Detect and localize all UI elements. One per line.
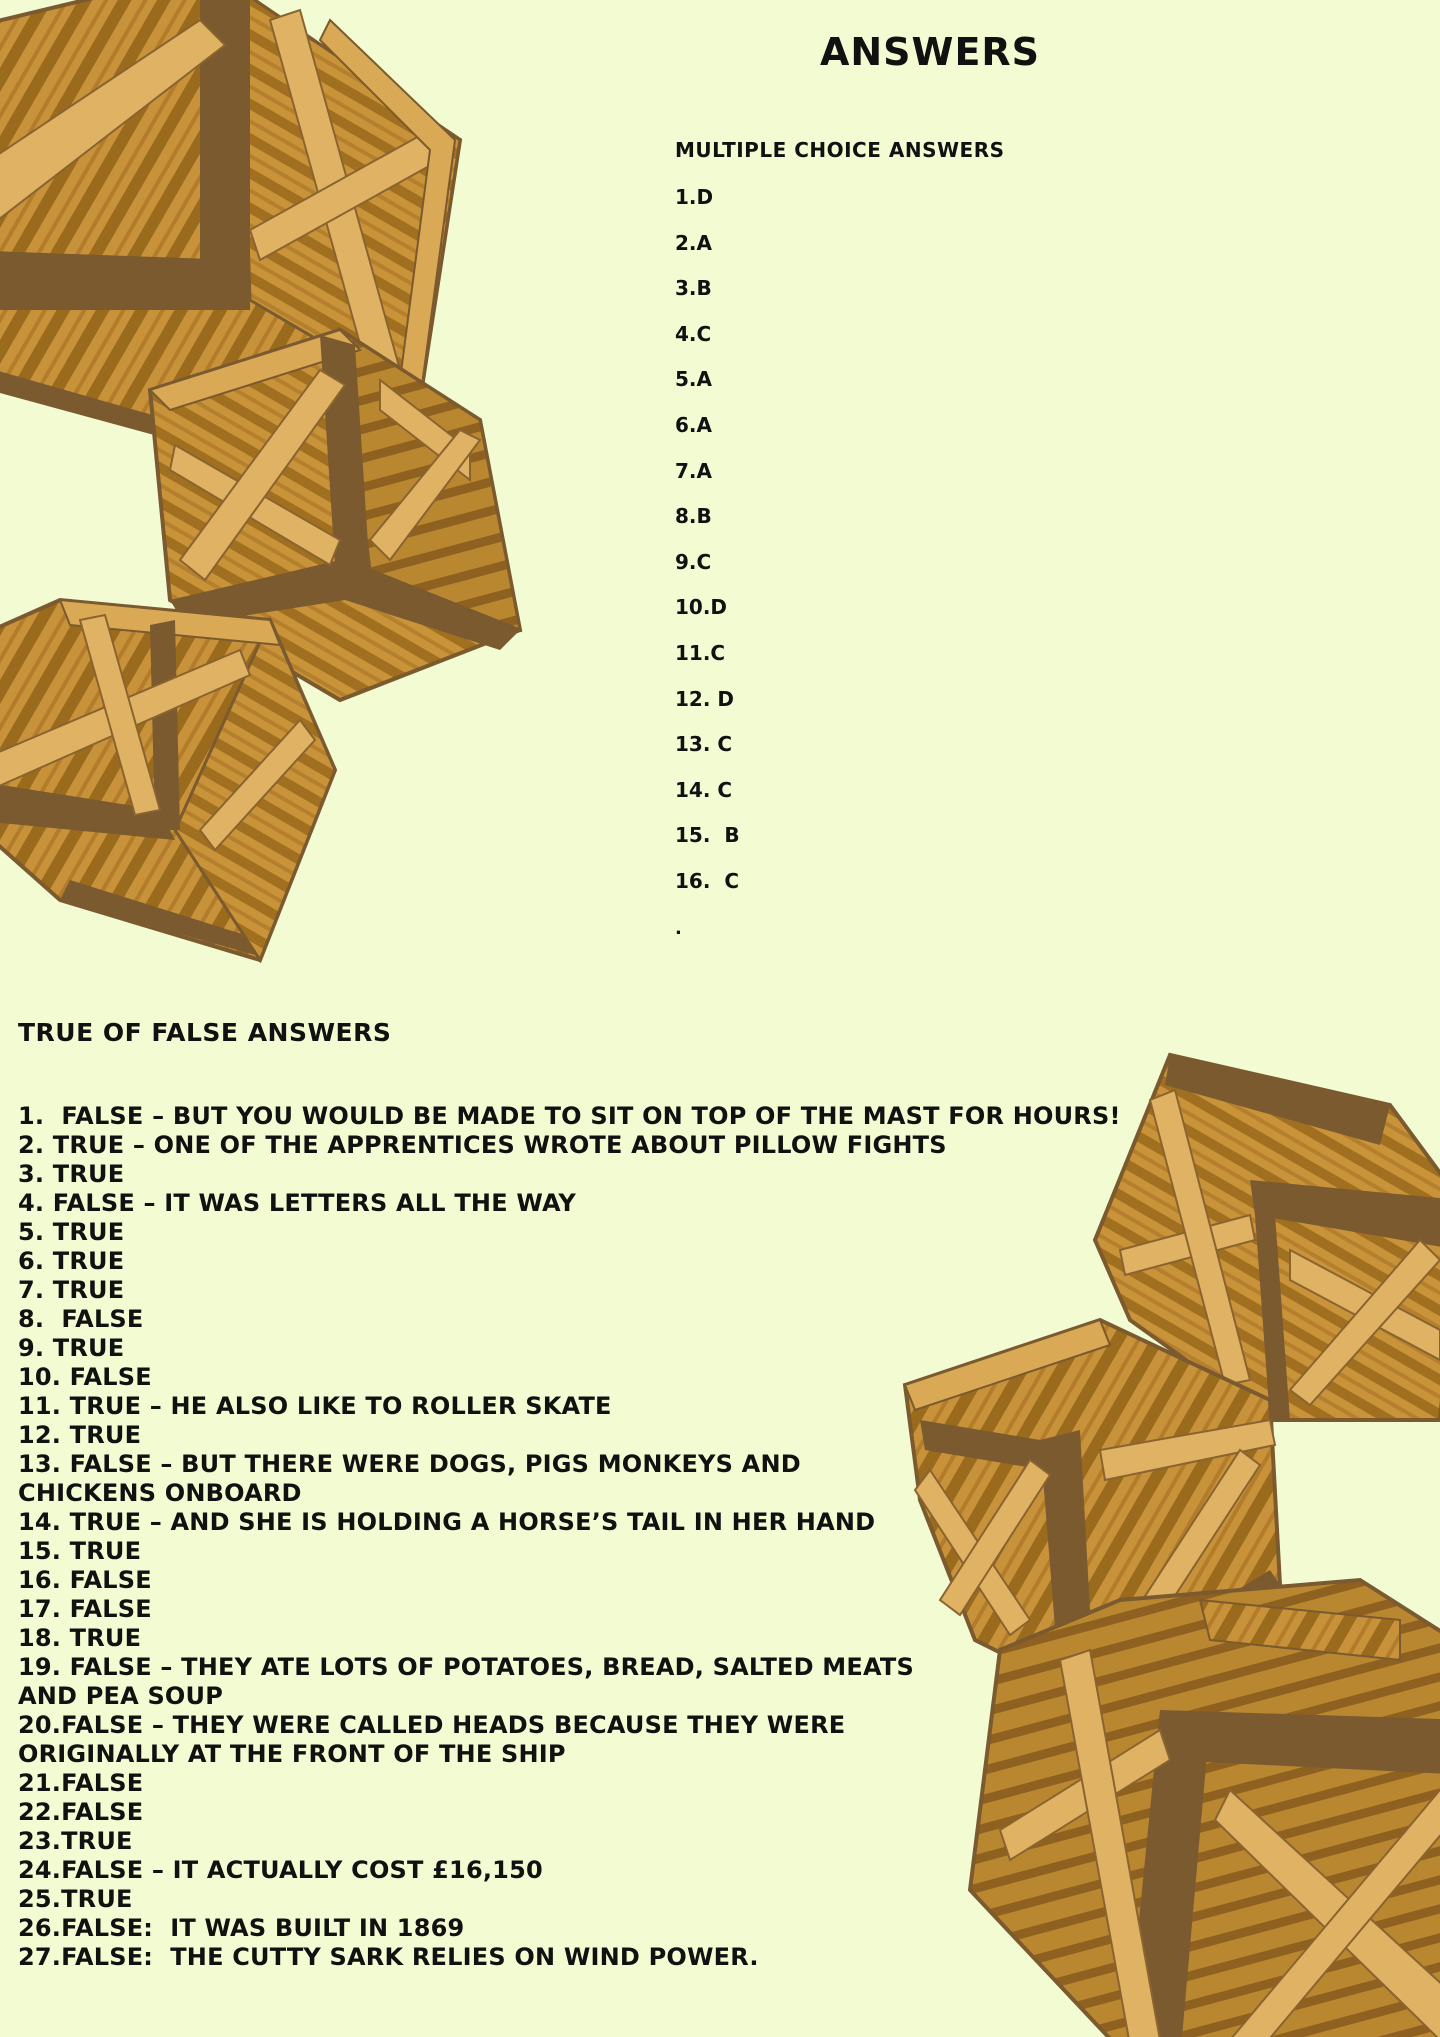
tf-answer-line: 11. TRUE – HE ALSO LIKE TO ROLLER SKATE (18, 1392, 612, 1420)
tf-answer-line: 17. FALSE (18, 1595, 152, 1623)
crate-lower-left (0, 600, 335, 960)
multiple-choice-answer-list (675, 183, 740, 913)
mc-answer: 2.A (675, 230, 712, 255)
tf-answer-line: 12. TRUE (18, 1421, 142, 1449)
true-false-answer-list (18, 1102, 1158, 1972)
tf-answer-line: 27.FALSE: THE CUTTY SARK RELIES ON WIND POWER. (18, 1943, 759, 1971)
tf-answer-line: 7. TRUE (18, 1276, 125, 1304)
mc-answer: 1.D (675, 185, 714, 209)
mc-answer: 5.A (675, 367, 712, 392)
tf-answer-line: 25.TRUE (18, 1885, 133, 1913)
mc-answer: 3.B (675, 276, 712, 301)
tf-answer-line: 13. FALSE – BUT THERE WERE DOGS, PIGS MONKEYS AND (18, 1450, 801, 1478)
tf-answer-line: CHICKENS ONBOARD (18, 1479, 302, 1507)
mc-answer: 10.D (675, 595, 728, 620)
tf-answer-line: 21.FALSE (18, 1769, 144, 1797)
tf-answer-line: 19. FALSE – THEY ATE LOTS OF POTATOES, BREAD, SALTED MEATS (18, 1653, 914, 1681)
mc-answer: 9.C (675, 549, 712, 574)
tf-answer-line: 3. TRUE (18, 1160, 125, 1188)
mc-answer: 7.A (675, 458, 712, 483)
trailing-mark: . (675, 918, 682, 939)
tf-answer-line: 4. FALSE – IT WAS LETTERS ALL THE WAY (18, 1189, 577, 1217)
mc-answer: 15. B (675, 823, 740, 848)
tf-answer-line: AND PEA SOUP (18, 1682, 224, 1710)
mc-answer: 12. D (675, 686, 734, 711)
page-title: ANSWERS (819, 30, 1041, 74)
tf-answer-line: 20.FALSE – THEY WERE CALLED HEADS BECAUSE THEY WERE (18, 1711, 846, 1739)
tf-answer-line: 24.FALSE – IT ACTUALLY COST £16,150 (18, 1856, 543, 1884)
tf-answer-line: 9. TRUE (18, 1334, 125, 1362)
mc-answer: 13. C (675, 732, 733, 757)
mc-answer: 11.C (675, 640, 726, 665)
mc-answer: 4.C (675, 321, 712, 346)
tf-answer-line: 6. TRUE (18, 1247, 125, 1275)
tf-answer-line: 26.FALSE: IT WAS BUILT IN 1869 (18, 1914, 465, 1942)
multiple-choice-heading: MULTIPLE CHOICE ANSWERS (675, 138, 1005, 162)
tf-answer-line: 8. FALSE (18, 1305, 144, 1333)
tf-answer-line: 23.TRUE (18, 1827, 133, 1855)
tf-answer-line: 15. TRUE (18, 1537, 142, 1565)
tf-answer-line: 1. FALSE – BUT YOU WOULD BE MADE TO SIT ON TOP OF THE MAST FOR HOURS! (18, 1102, 1121, 1130)
tf-answer-line: 18. TRUE (18, 1624, 142, 1652)
mc-answer: 14. C (675, 777, 733, 802)
mc-answer: 6.A (675, 412, 712, 437)
tf-answer-line: 22.FALSE (18, 1798, 144, 1826)
tf-answer-line: 2. TRUE – ONE OF THE APPRENTICES WROTE ABOUT PILLOW FIGHTS (18, 1131, 947, 1159)
true-false-heading: TRUE OF FALSE ANSWERS (18, 1018, 392, 1047)
tf-answer-line: 14. TRUE – AND SHE IS HOLDING A HORSE’S TAIL IN HER HAND (18, 1508, 876, 1536)
tf-answer-line: 5. TRUE (18, 1218, 125, 1246)
tf-answer-line: 16. FALSE (18, 1566, 152, 1594)
mc-answer: 8.B (675, 504, 712, 529)
mc-answer: 16. C (675, 868, 740, 893)
tf-answer-line: ORIGINALLY AT THE FRONT OF THE SHIP (18, 1740, 566, 1768)
tf-answer-line: 10. FALSE (18, 1363, 152, 1391)
